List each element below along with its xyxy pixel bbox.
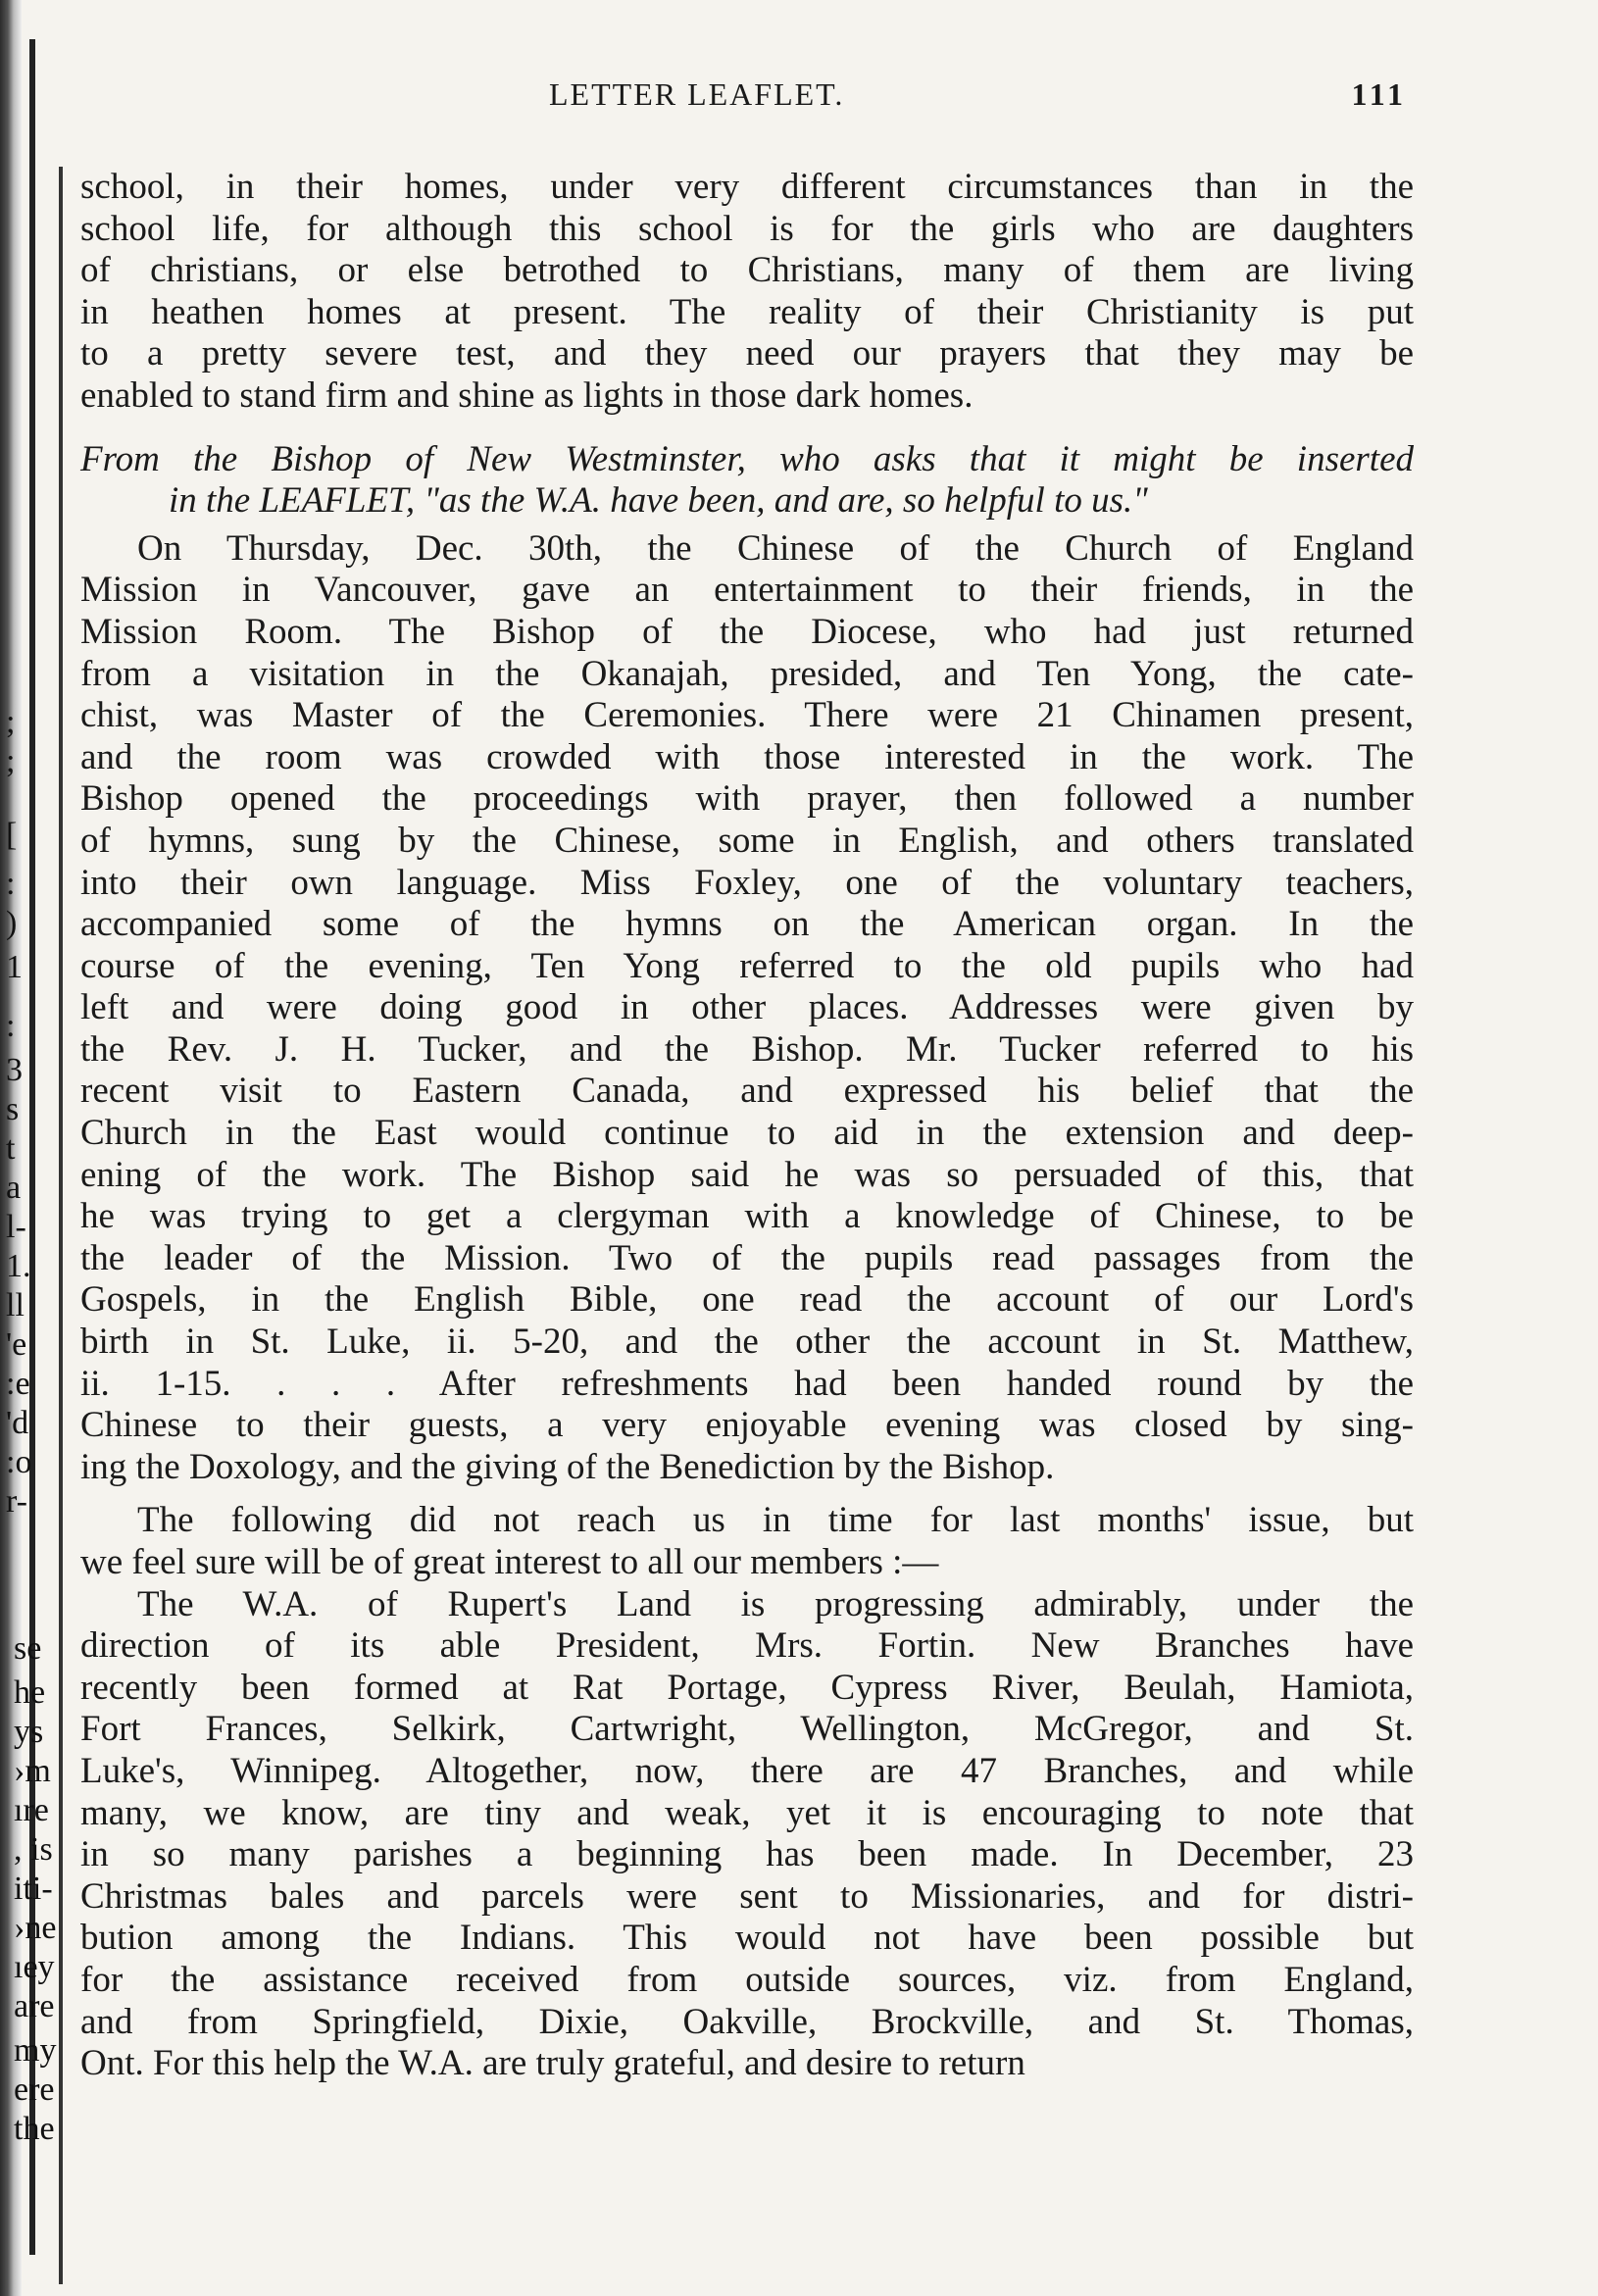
facing-page-fragment: 1 xyxy=(6,949,23,985)
facing-page-fragment: 'd xyxy=(6,1405,29,1441)
text-column xyxy=(80,167,1414,2085)
text-line: Fort Frances, Selkirk, Cartwright, Wellington, McGregor, and St. xyxy=(80,1709,1414,1750)
text-line: The following did not reach us in time for last months' issue, but xyxy=(137,1500,1414,1541)
facing-page-fragment: ›ne xyxy=(14,1910,57,1946)
text-line: to a pretty severe test, and they need our prayers that they may be xyxy=(80,333,1414,374)
header-title: LETTER LEAFLET. xyxy=(549,76,845,112)
text-line: in the LEAFLET, "as the W.A. have been, and are, so helpful to us." xyxy=(169,480,1148,522)
facing-page-fragment: ys xyxy=(14,1714,44,1750)
text-line: into their own language. Miss Foxley, one of the voluntary teachers, xyxy=(80,862,1414,903)
text-line: in heathen homes at present. The reality of their Christianity is put xyxy=(80,291,1414,332)
text-line: Gospels, in the English Bible, one read the account of our Lord's xyxy=(80,1279,1414,1321)
facing-page-fragment: ıre xyxy=(14,1792,49,1828)
text-line: Church in the East would continue to aid in the extension and deep- xyxy=(80,1113,1414,1154)
facing-page-fragment: iti- xyxy=(14,1871,53,1907)
facing-page-fragment: ) xyxy=(6,905,18,941)
text-line: for the assistance received from outside sources, viz. from England, xyxy=(80,1959,1414,2000)
text-line: left and were doing good in other places. Addresses were given by xyxy=(80,987,1414,1028)
text-line: ii. 1-15. . . . After refreshments had been handed round by the xyxy=(80,1363,1414,1404)
facing-page-fragment: are xyxy=(14,1988,55,2024)
facing-page-fragment: the xyxy=(14,2111,55,2147)
text-line: direction of its able President, Mrs. Fortin. New Branches have xyxy=(80,1625,1414,1667)
facing-page-fragment: s xyxy=(6,1091,20,1127)
running-header xyxy=(88,76,1407,125)
text-line: Mission Room. The Bishop of the Diocese, who had just returned xyxy=(80,611,1414,652)
facing-page-fragment: 1. xyxy=(6,1248,31,1284)
text-line: Christmas bales and parcels were sent to Missionaries, and for distri- xyxy=(80,1875,1414,1917)
facing-page-fragment: r- xyxy=(6,1483,27,1520)
text-line: many, we know, are tiny and weak, yet it is encouraging to note that xyxy=(80,1792,1414,1833)
facing-page-fragment: ; xyxy=(6,743,16,779)
paragraph-following xyxy=(80,1500,1414,1583)
facing-page-fragment: ; xyxy=(6,704,16,740)
facing-page-fragment: l- xyxy=(6,1209,26,1245)
text-line: course of the evening, Ten Yong referred to the old pupils who had xyxy=(80,945,1414,986)
text-line: On Thursday, Dec. 30th, the Chinese of the Church of England xyxy=(137,527,1414,569)
facing-page-fragment: : xyxy=(6,866,16,902)
text-line: Chinese to their guests, a very enjoyable evening was closed by sing- xyxy=(80,1405,1414,1446)
facing-page-fragment: : xyxy=(6,1008,16,1044)
facing-page-fragment: , is xyxy=(14,1831,53,1868)
text-line: school, in their homes, under very different circumstances than in the xyxy=(80,167,1414,207)
text-line: from a visitation in the Okanajah, presided, and Ten Yong, the cate- xyxy=(80,653,1414,694)
text-line: the Rev. J. H. Tucker, and the Bishop. Mr. Tucker referred to his xyxy=(80,1028,1414,1070)
text-line: and the room was crowded with those interested in the work. The xyxy=(80,736,1414,777)
text-line: enabled to stand firm and shine as lights in those dark homes. xyxy=(80,374,974,416)
facing-page-fragment: a xyxy=(6,1170,22,1206)
paragraph-chinese-mission xyxy=(80,528,1414,1489)
text-line: bution among the Indians. This would not have been possible but xyxy=(80,1918,1414,1959)
facing-page-fragment: 3 xyxy=(6,1052,23,1088)
text-line: birth in St. Luke, ii. 5-20, and the other the account in St. Matthew, xyxy=(80,1322,1414,1363)
text-line: in so many parishes a beginning has been made. In December, 23 xyxy=(80,1834,1414,1875)
facing-page-fragment: :o xyxy=(6,1444,32,1480)
paragraph-bishop-note xyxy=(80,439,1414,523)
facing-page-fragment: he xyxy=(14,1674,46,1711)
page-number: 111 xyxy=(1351,76,1407,112)
text-line: The W.A. of Rupert's Land is progressing admirably, under the xyxy=(137,1583,1414,1624)
facing-page-fragment: :e xyxy=(6,1366,30,1402)
text-line: school life, for although this school is for the girls who are daughters xyxy=(80,208,1414,249)
facing-page-fragment: ll xyxy=(6,1287,25,1323)
facing-page-fragment: 'e xyxy=(6,1326,27,1363)
text-line: we feel sure will be of great interest to all our members :— xyxy=(80,1542,939,1582)
facing-page-fragment: my xyxy=(14,2032,57,2069)
text-line: recently been formed at Rat Portage, Cypress River, Beulah, Hamiota, xyxy=(80,1667,1414,1708)
text-line: chist, was Master of the Ceremonies. There were 21 Chinamen present, xyxy=(80,695,1414,736)
text-line: recent visit to Eastern Canada, and expressed his belief that the xyxy=(80,1071,1414,1112)
facing-page-fragment: ıey xyxy=(14,1949,55,1985)
text-line: of hymns, sung by the Chinese, some in English, and others translated xyxy=(80,820,1414,861)
facing-page-fragment: se xyxy=(14,1630,42,1667)
text-line: ing the Doxology, and the giving of the Benediction by the Bishop. xyxy=(80,1446,1055,1487)
paragraph-continuation xyxy=(80,167,1414,418)
text-line: Luke's, Winnipeg. Altogether, now, there are 47 Branches, and while xyxy=(80,1750,1414,1791)
text-line: Bishop opened the proceedings with prayer, then followed a number xyxy=(80,778,1414,820)
text-line: From the Bishop of New Westminster, who asks that it might be inserted xyxy=(80,438,1414,479)
text-line: he was trying to get a clergyman with a knowledge of Chinese, to be xyxy=(80,1196,1414,1237)
text-line: Ont. For this help the W.A. are truly grateful, and desire to return xyxy=(80,2043,1025,2084)
text-line: the leader of the Mission. Two of the pupils read passages from the xyxy=(80,1237,1414,1278)
text-line: of christians, or else betrothed to Christians, many of them are living xyxy=(80,250,1414,291)
text-line: Mission in Vancouver, gave an entertainment to their friends, in the xyxy=(80,570,1414,611)
facing-page-fragments xyxy=(0,0,71,2296)
facing-page-fragment: t xyxy=(6,1130,16,1167)
facing-page-fragment: ere xyxy=(14,2071,55,2108)
facing-page-fragment: [ xyxy=(6,817,18,853)
facing-page-fragment: ›m xyxy=(14,1753,51,1789)
text-line: ening of the work. The Bishop said he was so persuaded of this, that xyxy=(80,1154,1414,1195)
text-line: and from Springfield, Dixie, Oakville, Brockville, and St. Thomas, xyxy=(80,2001,1414,2042)
paragraph-ruperts-land xyxy=(80,1584,1414,2085)
text-line: accompanied some of the hymns on the American organ. In the xyxy=(80,904,1414,945)
